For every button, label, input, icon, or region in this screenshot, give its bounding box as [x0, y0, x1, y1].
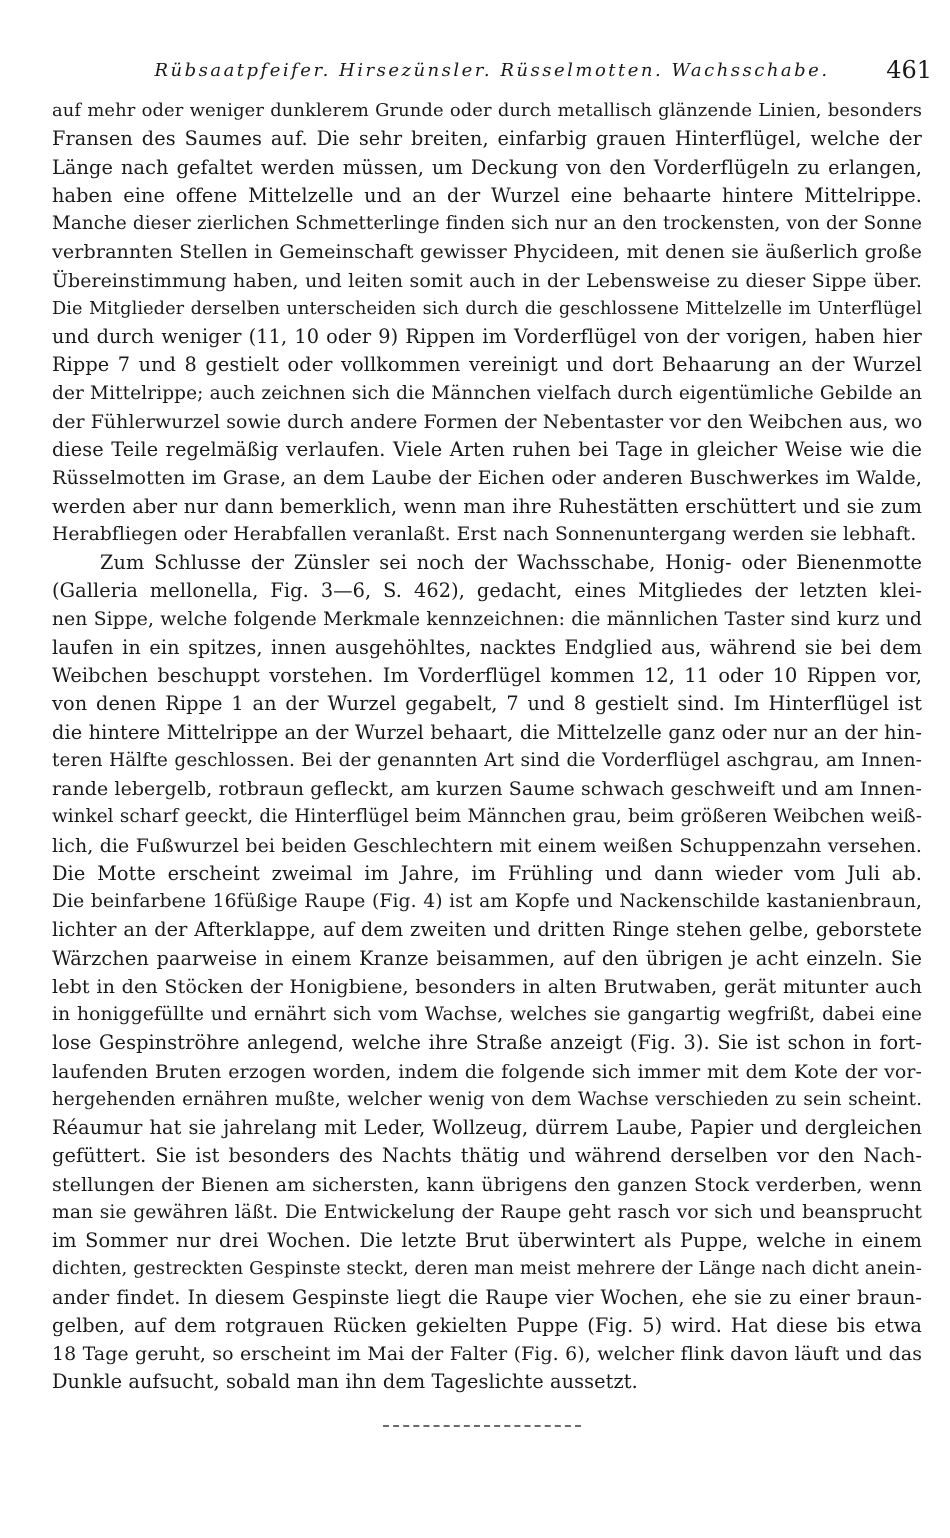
- text-line: Die beinfarbene 16füßige Raupe (Fig. 4) ist am Kopfe und Nackenschilde kastanienbraun,: [52, 891, 922, 912]
- text-line: haben eine offene Mittelzelle und an der Wurzel eine behaarte hintere Mittelrippe.: [52, 183, 922, 207]
- text-line: Wärzchen paarweise in einem Kranze beisammen, auf den übrigen je acht einzeln. Sie: [52, 946, 922, 970]
- text-line: Die Mitglieder derselben unterscheiden sich durch die geschlossene Mittelzelle im Unterflügel: [52, 298, 922, 319]
- text-line: stellungen der Bienen am sichersten, kann übrigens den ganzen Stock verderben, wenn: [52, 1172, 922, 1196]
- text-line: Herabfliegen oder Herabfallen veranlaßt. Erst nach Sonnenuntergang werden sie lebhaft.: [52, 523, 917, 545]
- text-line: der Mittelrippe; auch zeichnen sich die Männchen vielfach durch eigentümliche Gebilde an: [52, 382, 922, 404]
- text-line: Réaumur hat sie jahrelang mit Leder, Wollzeug, dürrem Laube, Papier und dergleichen: [52, 1116, 922, 1139]
- text-line: auf mehr oder weniger dunklerem Grunde oder durch metallisch glänzende Linien, besonders: [52, 100, 922, 121]
- text-line: gefüttert. Sie ist besonders des Nachts thätig und während derselben vor den Nach-: [52, 1144, 922, 1168]
- body-text: [52, 97, 922, 1397]
- text-line: Zum Schlusse der Zünsler sei noch der Wachsschabe, Honig- oder Bienenmotte: [100, 551, 922, 574]
- text-line: und durch weniger (11, 10 oder 9) Rippen im Vorderflügel von der vorigen, haben hier: [52, 325, 922, 348]
- text-line: laufen in ein spitzes, innen ausgehöhltes, nacktes Endglied aus, während sie bei dem: [52, 635, 922, 659]
- text-line: Die Motte erscheint zweimal im Jahre, im Frühling und dann wieder vom Juli ab.: [52, 861, 922, 885]
- text-line: lich, die Fußwurzel bei beiden Geschlechtern mit einem weißen Schuppenzahn versehen.: [52, 834, 922, 857]
- text-line: ander findet. In diesem Gespinste liegt die Raupe vier Wochen, ehe sie zu einer braun-: [52, 1285, 922, 1309]
- text-line: verbrannten Stellen in Gemeinschaft gewisser Phycideen, mit denen sie äußerlich große: [52, 240, 922, 264]
- text-line: von denen Rippe 1 an der Wurzel gegabelt, 7 und 8 gestielt sind. Im Hinterflügel ist: [52, 692, 922, 716]
- text-line: lose Gespinströhre anlegend, welche ihre Straße anzeigt (Fig. 3). Sie ist schon in fort-: [52, 1031, 922, 1055]
- text-line: man sie gewähren läßt. Die Entwickelung der Raupe geht rasch vor sich und beansprucht: [52, 1201, 922, 1223]
- text-line: teren Hälfte geschlossen. Bei der genannten Art sind die Vorderflügel aschgrau, am Innen-: [52, 749, 922, 771]
- text-line: laufenden Bruten erzogen worden, indem die folgende sich immer mit dem Kote der vor-: [52, 1060, 922, 1083]
- text-line: 18 Tage geruht, so erscheint im Mai der Falter (Fig. 6), welcher flink davon läuft und das: [52, 1343, 922, 1365]
- text-line: in honiggefüllte und ernährt sich vom Wachse, welches sie gangartig wegfrißt, dabei eine: [52, 1004, 922, 1025]
- text-line: Weibchen beschuppt vorstehen. Im Vorderflügel kommen 12, 11 oder 10 Rippen vor,: [52, 664, 922, 687]
- text-line: der Fühlerwurzel sowie durch andere Formen der Nebentaster vor den Weibchen aus, wo: [52, 410, 923, 433]
- text-line: winkel scharf geeckt, die Hinterflügel beim Männchen grau, beim größeren Weibchen weiß-: [52, 806, 922, 828]
- page-number: 461: [886, 56, 932, 84]
- text-line: Manche dieser zierlichen Schmetterlinge finden sich nur an den trockensten, von der Sonne: [52, 213, 922, 234]
- text-line: werden aber nur dann bemerklich, wenn man ihre Ruhestätten erschüttert und sie zum: [52, 494, 922, 518]
- text-line: Länge nach gefaltet werden müssen, um Deckung von den Vorderflügeln zu erlangen,: [52, 155, 922, 179]
- text-line: Rüsselmotten im Grase, an dem Laube der Eichen oder anderen Buschwerkes im Walde,: [52, 466, 922, 490]
- text-line: gelben, auf dem rotgrauen Rücken gekielten Puppe (Fig. 5) wird. Hat diese bis etwa: [52, 1313, 922, 1337]
- text-line: hergehenden ernähren mußte, welcher wenig von dem Wachse verschieden zu sein scheint.: [52, 1088, 922, 1110]
- running-head: [52, 56, 932, 92]
- section-end-rule: [383, 1425, 581, 1427]
- text-line: Dunkle aufsucht, sobald man ihn dem Tageslichte aussetzt.: [52, 1370, 638, 1394]
- text-line: rande lebergelb, rotbraun gefleckt, am kurzen Saume schwach geschweift und am Innen-: [52, 778, 922, 800]
- text-line: lebt in den Stöcken der Honigbiene, besonders in alten Brutwaben, gerät mitunter auch: [52, 974, 922, 998]
- text-line: Übereinstimmung haben, und leiten somit auch in der Lebensweise zu dieser Sippe über.: [52, 269, 922, 292]
- text-line: die hintere Mittelrippe an der Wurzel behaart, die Mittelzelle ganz oder nur an der hin-: [52, 720, 922, 744]
- text-line: lichter an der Afterklappe, auf dem zweiten und dritten Ringe stehen gelbe, geborstete: [52, 918, 922, 942]
- text-line: Fransen des Saumes auf. Die sehr breiten, einfarbig grauen Hinterflügel, welche der: [52, 127, 922, 151]
- running-title: Rübsaatpfeifer. Hirsezünsler. Rüsselmotten. Wachsschabe.: [154, 60, 830, 81]
- text-line: Rippe 7 und 8 gestielt oder vollkommen vereinigt und dort Behaarung an der Wurzel: [52, 353, 922, 377]
- text-line: nen Sippe, welche folgende Merkmale kennzeichnen: die männlichen Taster sind kurz und: [52, 608, 922, 630]
- text-line: dichten, gestreckten Gespinste steckt, deren man meist mehrere der Länge nach dicht anein-: [52, 1258, 922, 1280]
- text-line: (Galleria mellonella, Fig. 3—6, S. 462), gedacht, eines Mitgliedes der letzten klei-: [52, 579, 922, 603]
- text-line: im Sommer nur drei Wochen. Die letzte Brut überwintert als Puppe, welche in einem: [52, 1229, 922, 1252]
- text-line: diese Teile regelmäßig verlaufen. Viele Arten ruhen bei Tage in gleicher Weise wie die: [52, 438, 922, 461]
